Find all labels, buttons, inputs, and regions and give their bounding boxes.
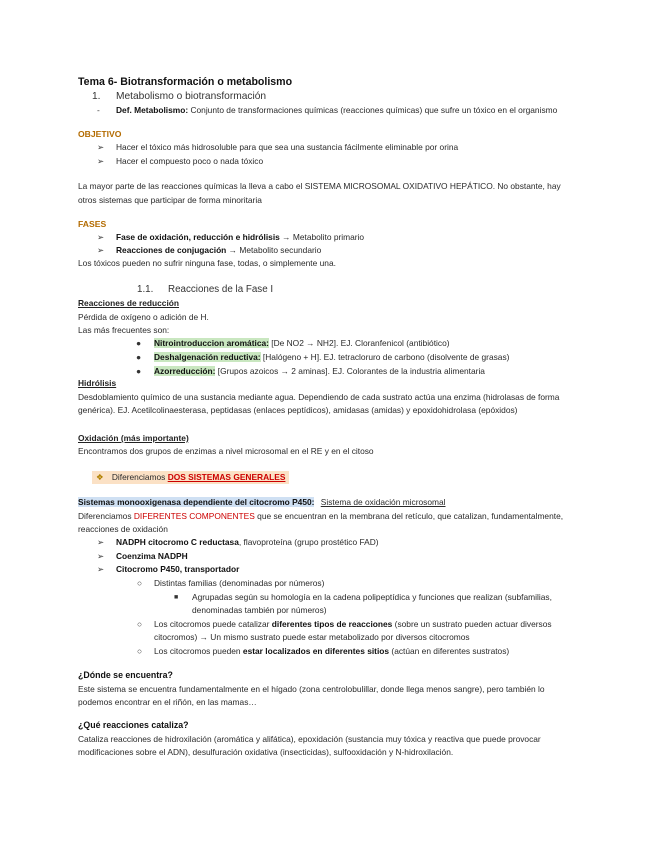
reduccion-line: Las más frecuentes son:: [78, 325, 170, 335]
reduccion-item-label: Azorreducción:: [154, 366, 216, 376]
definition-line: [116, 105, 557, 116]
p450-line: [78, 511, 563, 522]
p450-line-post: que se encuentran en la membrana del retículo, que catalizan, fundamentalmente,: [257, 511, 564, 521]
reduccion-line: Pérdida de oxígeno o adición de H.: [78, 312, 209, 322]
component-item: [116, 537, 379, 548]
fase-item-bold: Reacciones de conjugación: [116, 245, 227, 255]
callout-two-systems: [92, 471, 289, 484]
donde-heading: ¿Dónde se encuentra?: [78, 670, 173, 680]
callout-emphasis: DOS SISTEMAS GENERALES: [167, 472, 286, 482]
reacciones-line: Cataliza reacciones de hidroxilación (aromática y alifática), epoxidación (sustancia muy tóxica y reactiva que puede provocar: [78, 734, 541, 744]
p450-subheading: Sistema de oxidación microsomal: [320, 497, 446, 507]
subsection-heading: Reacciones de la Fase I: [168, 284, 274, 295]
cyp-subitem: [154, 646, 509, 657]
dot-bullet: ●: [136, 338, 142, 348]
objetivo-item: Hacer el compuesto poco o nada tóxico: [116, 156, 264, 166]
cyp-subitem-post: (actúan en diferentes sustratos): [391, 646, 510, 656]
fase-item: [116, 232, 364, 243]
intro-line: La mayor parte de las reacciones químicas la lleva a cabo el SISTEMA MICROSOMAL OXIDATIVO HEPÁTICO. No obstante, hay: [78, 181, 561, 191]
arrow-bullet: ➢: [97, 142, 105, 152]
component-rest: , flavoproteína (grupo prostético FAD): [238, 537, 379, 547]
circle-bullet: ○: [137, 619, 143, 629]
reduccion-item: [154, 352, 509, 363]
dash-bullet: -: [97, 105, 100, 115]
cyp-subsubitem: denominadas también por números): [192, 605, 327, 615]
fase-item-rest: → Metabolito primario: [282, 232, 365, 242]
dot-bullet: ●: [136, 366, 142, 376]
reduccion-item-text: [Grupos azoicos → 2 aminas]. EJ. Colorantes de la industria alimentaria: [217, 366, 485, 376]
p450-line: reacciones de oxidación: [78, 524, 168, 534]
intro-line: otros sistemas que participar de forma minoritaria: [78, 195, 262, 205]
reduccion-item-text: [Halógeno + H]. EJ. tetracloruro de carbono (disolvente de grasas): [262, 352, 510, 362]
dot-bullet: ●: [136, 352, 142, 362]
circle-bullet: ○: [137, 646, 143, 656]
arrow-bullet: ➢: [97, 232, 105, 242]
oxidacion-heading: Oxidación (más importante): [78, 433, 189, 443]
arrow-bullet: ➢: [97, 537, 105, 547]
diamond-bullet: ❖: [96, 472, 104, 482]
section-heading: Metabolismo o biotransformación: [116, 91, 267, 102]
reduccion-item-label: Nitrointroduccion aromática:: [154, 338, 269, 348]
cyp-subitem-bold: diferentes tipos de reacciones: [271, 619, 393, 629]
fase-item-rest: → Metabolito secundario: [228, 245, 322, 255]
objetivo-item: Hacer el tóxico más hidrosoluble para que sea una sustancia fácilmente eliminable por orina: [116, 142, 459, 152]
oxidacion-line: Encontramos dos grupos de enzimas a nivel microsomal en el RE y en el citoso: [78, 446, 374, 456]
component-item: Citocromo P450, transportador: [116, 564, 240, 574]
definition-text: Conjunto de transformaciones químicas (reacciones químicas) que sufre un tóxico en el organismo: [190, 105, 558, 115]
fase-item-bold: Fase de oxidación, reducción e hidrólisis: [116, 232, 280, 242]
cyp-subitem-bold: estar localizados en diferentes sitios: [242, 646, 390, 656]
square-bullet: ■: [174, 594, 179, 601]
fases-note: Los tóxicos pueden no sufrir ninguna fase, todas, o simplemente una.: [78, 258, 336, 268]
p450-line-pre: Diferenciamos: [78, 511, 132, 521]
donde-line: Este sistema se encuentra fundamentalmente en el hígado (zona centrolobulillar, donde llega menos sangre), pero también lo: [78, 684, 545, 694]
circle-bullet: ○: [137, 578, 143, 588]
reduccion-item-text: [De NO2 → NH2]. EJ. Cloranfenicol (antibiótico): [271, 338, 450, 348]
cyp-subitem: [154, 619, 552, 630]
arrow-bullet: ➢: [97, 245, 105, 255]
arrow-bullet: ➢: [97, 564, 105, 574]
cyp-subitem: Distintas familias (denominadas por números): [154, 578, 325, 588]
cyp-subitem-post: (sobre un sustrato pueden actuar diversos: [394, 619, 552, 629]
page-title: Tema 6- Biotransformación o metabolismo: [78, 76, 293, 88]
p450-heading: Sistemas monooxigenasa dependiente del citocromo P450:: [78, 497, 315, 507]
reacciones-line: modificaciones sobre el ADN), desulfuración oxidativa (insecticidas), sulfooxidación y N-hidroxilación.: [78, 747, 454, 757]
callout-pre: Diferenciamos: [111, 472, 166, 482]
component-item: Coenzima NADPH: [116, 551, 188, 561]
fases-heading: FASES: [78, 219, 107, 229]
p450-heading-line: [78, 497, 446, 508]
reduccion-item: [154, 338, 450, 349]
reduccion-item-label: Deshalgenación reductiva:: [154, 352, 261, 362]
arrow-bullet: ➢: [97, 156, 105, 166]
section-number: 1.: [92, 91, 101, 102]
reacciones-heading: ¿Qué reacciones cataliza?: [78, 720, 189, 730]
cyp-subitem-pre: Los citocromos pueden: [154, 646, 241, 656]
p450-line-emphasis: DIFERENTES COMPONENTES: [133, 511, 255, 521]
hidrolisis-heading: Hidrólisis: [78, 378, 117, 388]
definition-label: Def. Metabolismo:: [116, 105, 189, 115]
cyp-subitem-pre: Los citocromos puede catalizar: [154, 619, 270, 629]
subsection-number: 1.1.: [137, 284, 154, 295]
arrow-bullet: ➢: [97, 551, 105, 561]
objetivo-heading: OBJETIVO: [78, 129, 122, 139]
hidrolisis-line: genérica). EJ. Acetilcolinaesterasa, peptidasas (enlaces peptídicos), amidasas (amidas) y epoxidohidrolasa (epóxidos): [78, 405, 518, 415]
reduccion-heading: Reacciones de reducción: [78, 298, 180, 308]
hidrolisis-line: Desdoblamiento químico de una sustancia mediante agua. Dependiendo de cada sustrato actúa una enzima (hidrolasas de forma: [78, 392, 560, 402]
reduccion-item: [154, 366, 485, 377]
cyp-subitem: citocromos) → Un mismo sustrato puede estar metabolizado por diversos citocromos: [154, 632, 470, 642]
cyp-subsubitem: Agrupadas según su homología en la cadena polipeptídica y funciones que realizan (subfamilias,: [192, 592, 552, 602]
fase-item: [116, 245, 321, 256]
donde-line: podemos encontrar en el riñón, en las mamas…: [78, 697, 257, 707]
component-bold: NADPH citocromo C reductasa: [116, 537, 239, 547]
